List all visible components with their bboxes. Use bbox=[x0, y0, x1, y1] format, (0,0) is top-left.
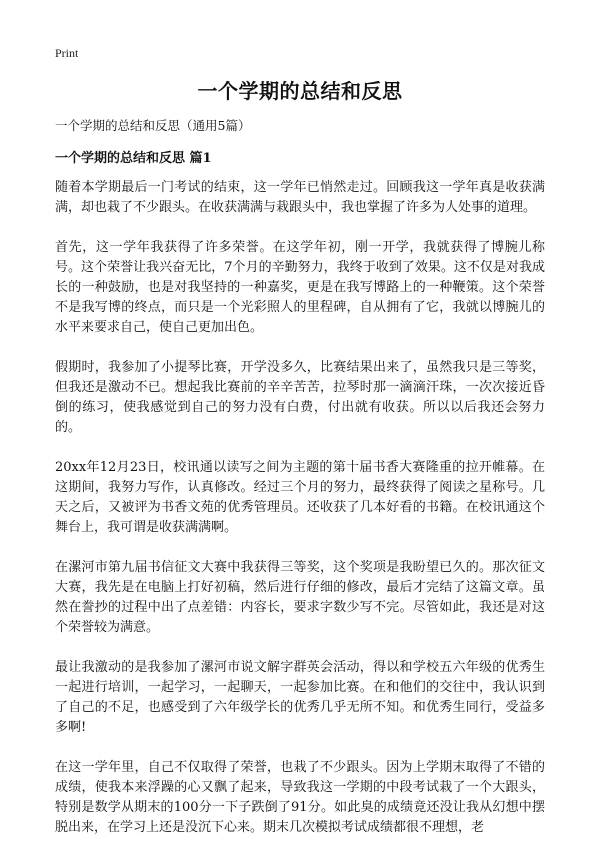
document-subtitle: 一个学期的总结和反思（通用5篇） bbox=[55, 118, 251, 133]
print-link[interactable]: Print bbox=[55, 46, 79, 60]
paragraph-4: 20xx年12月23日，校讯通以读写之间为主题的第十届书香大赛隆重的拉开帷幕。在这期间，我努力写作，认真修改。经过三个月的努力，最终获得了阅读之星称号。几天之后，又被评为书香文苑的优秀管理员。还收获了几本好看的书籍。在校讯通这个舞台上，我可谓是收获满满啊。 bbox=[55, 460, 545, 535]
paragraph-2: 首先，这一学年我获得了许多荣誉。在这学年初，刚一开学，我就获得了博腕儿称号。这个荣誉让我兴奋无比，7个月的辛勤努力，我终于收到了效果。这不仅是对我成长的一种鼓励，也是对我坚持的一种嘉奖，更是在我写博路上的一种鞭策。这个荣誉不是我写博的终点，而只是一个光彩照人的里程碑，自从拥有了它，我就以博腕儿的水平来要求自己，使自己更加出色。 bbox=[55, 240, 545, 335]
article-body bbox=[55, 178, 545, 858]
paragraph-7: 在这一学年里，自己不仅取得了荣誉，也栽了不少跟头。因为上学期末取得了不错的成绩，使我本来浮躁的心又飘了起来，导致我这一学期的中段考试栽了一个大跟头，特别是数学从期末的100分一下子跌倒了91分。如此臭的成绩竟还没让我从幻想中摆脱出来，在学习上还是没沉下心来。期末几次模拟考试成绩都很不理想，老 bbox=[55, 760, 545, 835]
paragraph-1: 随着本学期最后一门考试的结束，这一学年已悄然走过。回顾我这一学年真是收获满满，却也栽了不少跟头。在收获满满与栽跟头中，我也掌握了许多为人处事的道理。 bbox=[55, 180, 545, 215]
section-heading: 一个学期的总结和反思 篇1 bbox=[55, 151, 212, 166]
paragraph-5: 在漯河市第九届书信征文大赛中我获得三等奖，这个奖项是我盼望已久的。那次征文大赛，我先是在电脑上打好初稿，然后进行仔细的修改，最后才完结了这篇文章。虽然在誊抄的过程中出了点差错：内容长，要求字数少写不完。尽管如此，我还是对这个荣誉较为满意。 bbox=[55, 560, 545, 635]
paragraph-6: 最让我激动的是我参加了漯河市说文解字群英会活动，得以和学校五六年级的优秀生一起进行培训，一起学习，一起聊天，一起参加比赛。在和他们的交往中，我认识到了自己的不足，也感受到了六年级学长的优秀几乎无所不知。和优秀生同行，受益多多啊! bbox=[55, 660, 545, 735]
paragraph-3: 假期时，我参加了小提琴比赛，开学没多久，比赛结果出来了，虽然我只是三等奖，但我还是激动不已。想起我比赛前的辛辛苦苦，拉琴时那一滴滴汗珠，一次次接近昏倒的练习，使我感觉到自己的努力没有白费，付出就有收获。所以以后我还会努力的。 bbox=[55, 360, 545, 435]
page-title: 一个学期的总结和反思 bbox=[197, 79, 403, 103]
